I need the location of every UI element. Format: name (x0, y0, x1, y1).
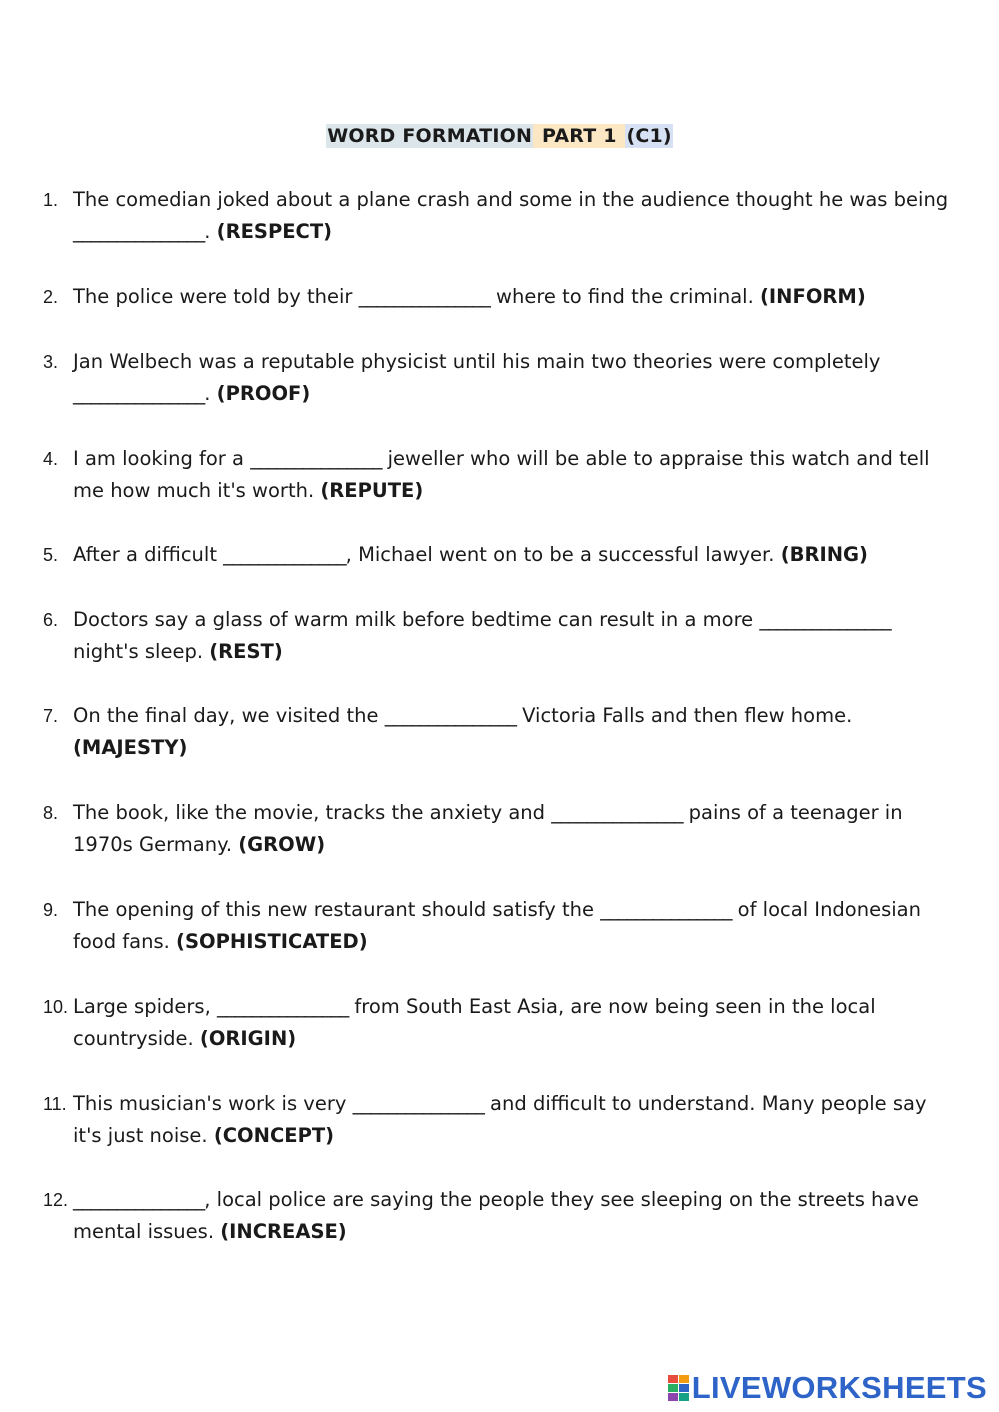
answer-blank[interactable]: _______________ (250, 447, 382, 470)
keyword: (INCREASE) (220, 1220, 347, 1243)
question-text: The police were told by their (73, 285, 359, 308)
logo-block (679, 1393, 689, 1401)
question-number: 9. (43, 900, 59, 920)
keyword: (CONCEPT) (213, 1124, 335, 1147)
liveworksheets-logo-icon (668, 1375, 689, 1401)
question-number: 12. (43, 1190, 69, 1210)
question-text: The comedian joked about a plane crash and some in the audience thought he was being (73, 188, 949, 211)
keyword: (REPUTE) (320, 479, 424, 502)
question-text: This musician's work is very (73, 1092, 353, 1115)
logo-block (668, 1375, 678, 1383)
question-number: 6. (43, 610, 59, 630)
keyword: (RESPECT) (216, 220, 333, 243)
question-text: On the final day, we visited the (73, 704, 385, 727)
question-number: 10. (43, 997, 69, 1017)
keyword: (BRING) (780, 543, 868, 566)
keyword: (INFORM) (760, 285, 866, 308)
answer-blank[interactable]: ______________ (223, 543, 346, 566)
question-number: 1. (43, 190, 59, 210)
question-text: Large spiders, (73, 995, 217, 1018)
answer-blank[interactable]: _______________ (73, 220, 205, 243)
question-number: 2. (43, 287, 59, 307)
logo-block (679, 1384, 689, 1392)
logo-block (679, 1375, 689, 1383)
question-text: Doctors say a glass of warm milk before bedtime can result in a more (73, 608, 760, 631)
keyword: (PROOF) (216, 382, 311, 405)
worksheet-title (0, 122, 999, 150)
title-level: (C1) (626, 125, 672, 147)
keyword: (MAJESTY) (73, 736, 188, 759)
answer-blank[interactable]: _______________ (73, 382, 205, 405)
keyword: (GROW) (238, 833, 326, 856)
answer-blank[interactable]: _______________ (600, 898, 732, 921)
answer-blank[interactable]: _______________ (551, 801, 683, 824)
keyword: (ORIGIN) (199, 1027, 297, 1050)
question-number: 4. (43, 449, 59, 469)
question-number: 5. (43, 545, 59, 565)
answer-blank[interactable]: _______________ (384, 704, 516, 727)
question-text: Jan Welbech was a reputable physicist until his main two theories were completely (73, 350, 881, 373)
question-number: 7. (43, 706, 59, 726)
liveworksheets-logo[interactable] (668, 1371, 987, 1405)
title-part: PART 1 (533, 124, 625, 148)
question-text: I am looking for a (73, 447, 251, 470)
logo-block (668, 1384, 678, 1392)
answer-blank[interactable]: _______________ (759, 608, 891, 631)
question-number: 3. (43, 352, 59, 372)
answer-blank[interactable]: _______________ (352, 1092, 484, 1115)
question-text: The opening of this new restaurant should satisfy the (73, 898, 601, 921)
keyword: (REST) (209, 640, 283, 663)
question-text: After a difficult (73, 543, 224, 566)
question-text: , local police are saying the people they see sleeping on the streets have (204, 1188, 919, 1211)
answer-blank[interactable]: _______________ (216, 995, 349, 1018)
question-number: 11. (43, 1094, 67, 1114)
title-word-formation: WORD FORMATION (327, 125, 533, 147)
answer-blank[interactable]: _______________ (73, 1188, 205, 1211)
question-number: 8. (43, 803, 59, 823)
logo-block (668, 1393, 678, 1401)
brand-name: LIVEWORKSHEETS (691, 1370, 987, 1405)
question-text: The book, like the movie, tracks the anxiety and (73, 801, 552, 824)
answer-blank[interactable]: _______________ (358, 285, 490, 308)
keyword: (SOPHISTICATED) (176, 930, 368, 953)
